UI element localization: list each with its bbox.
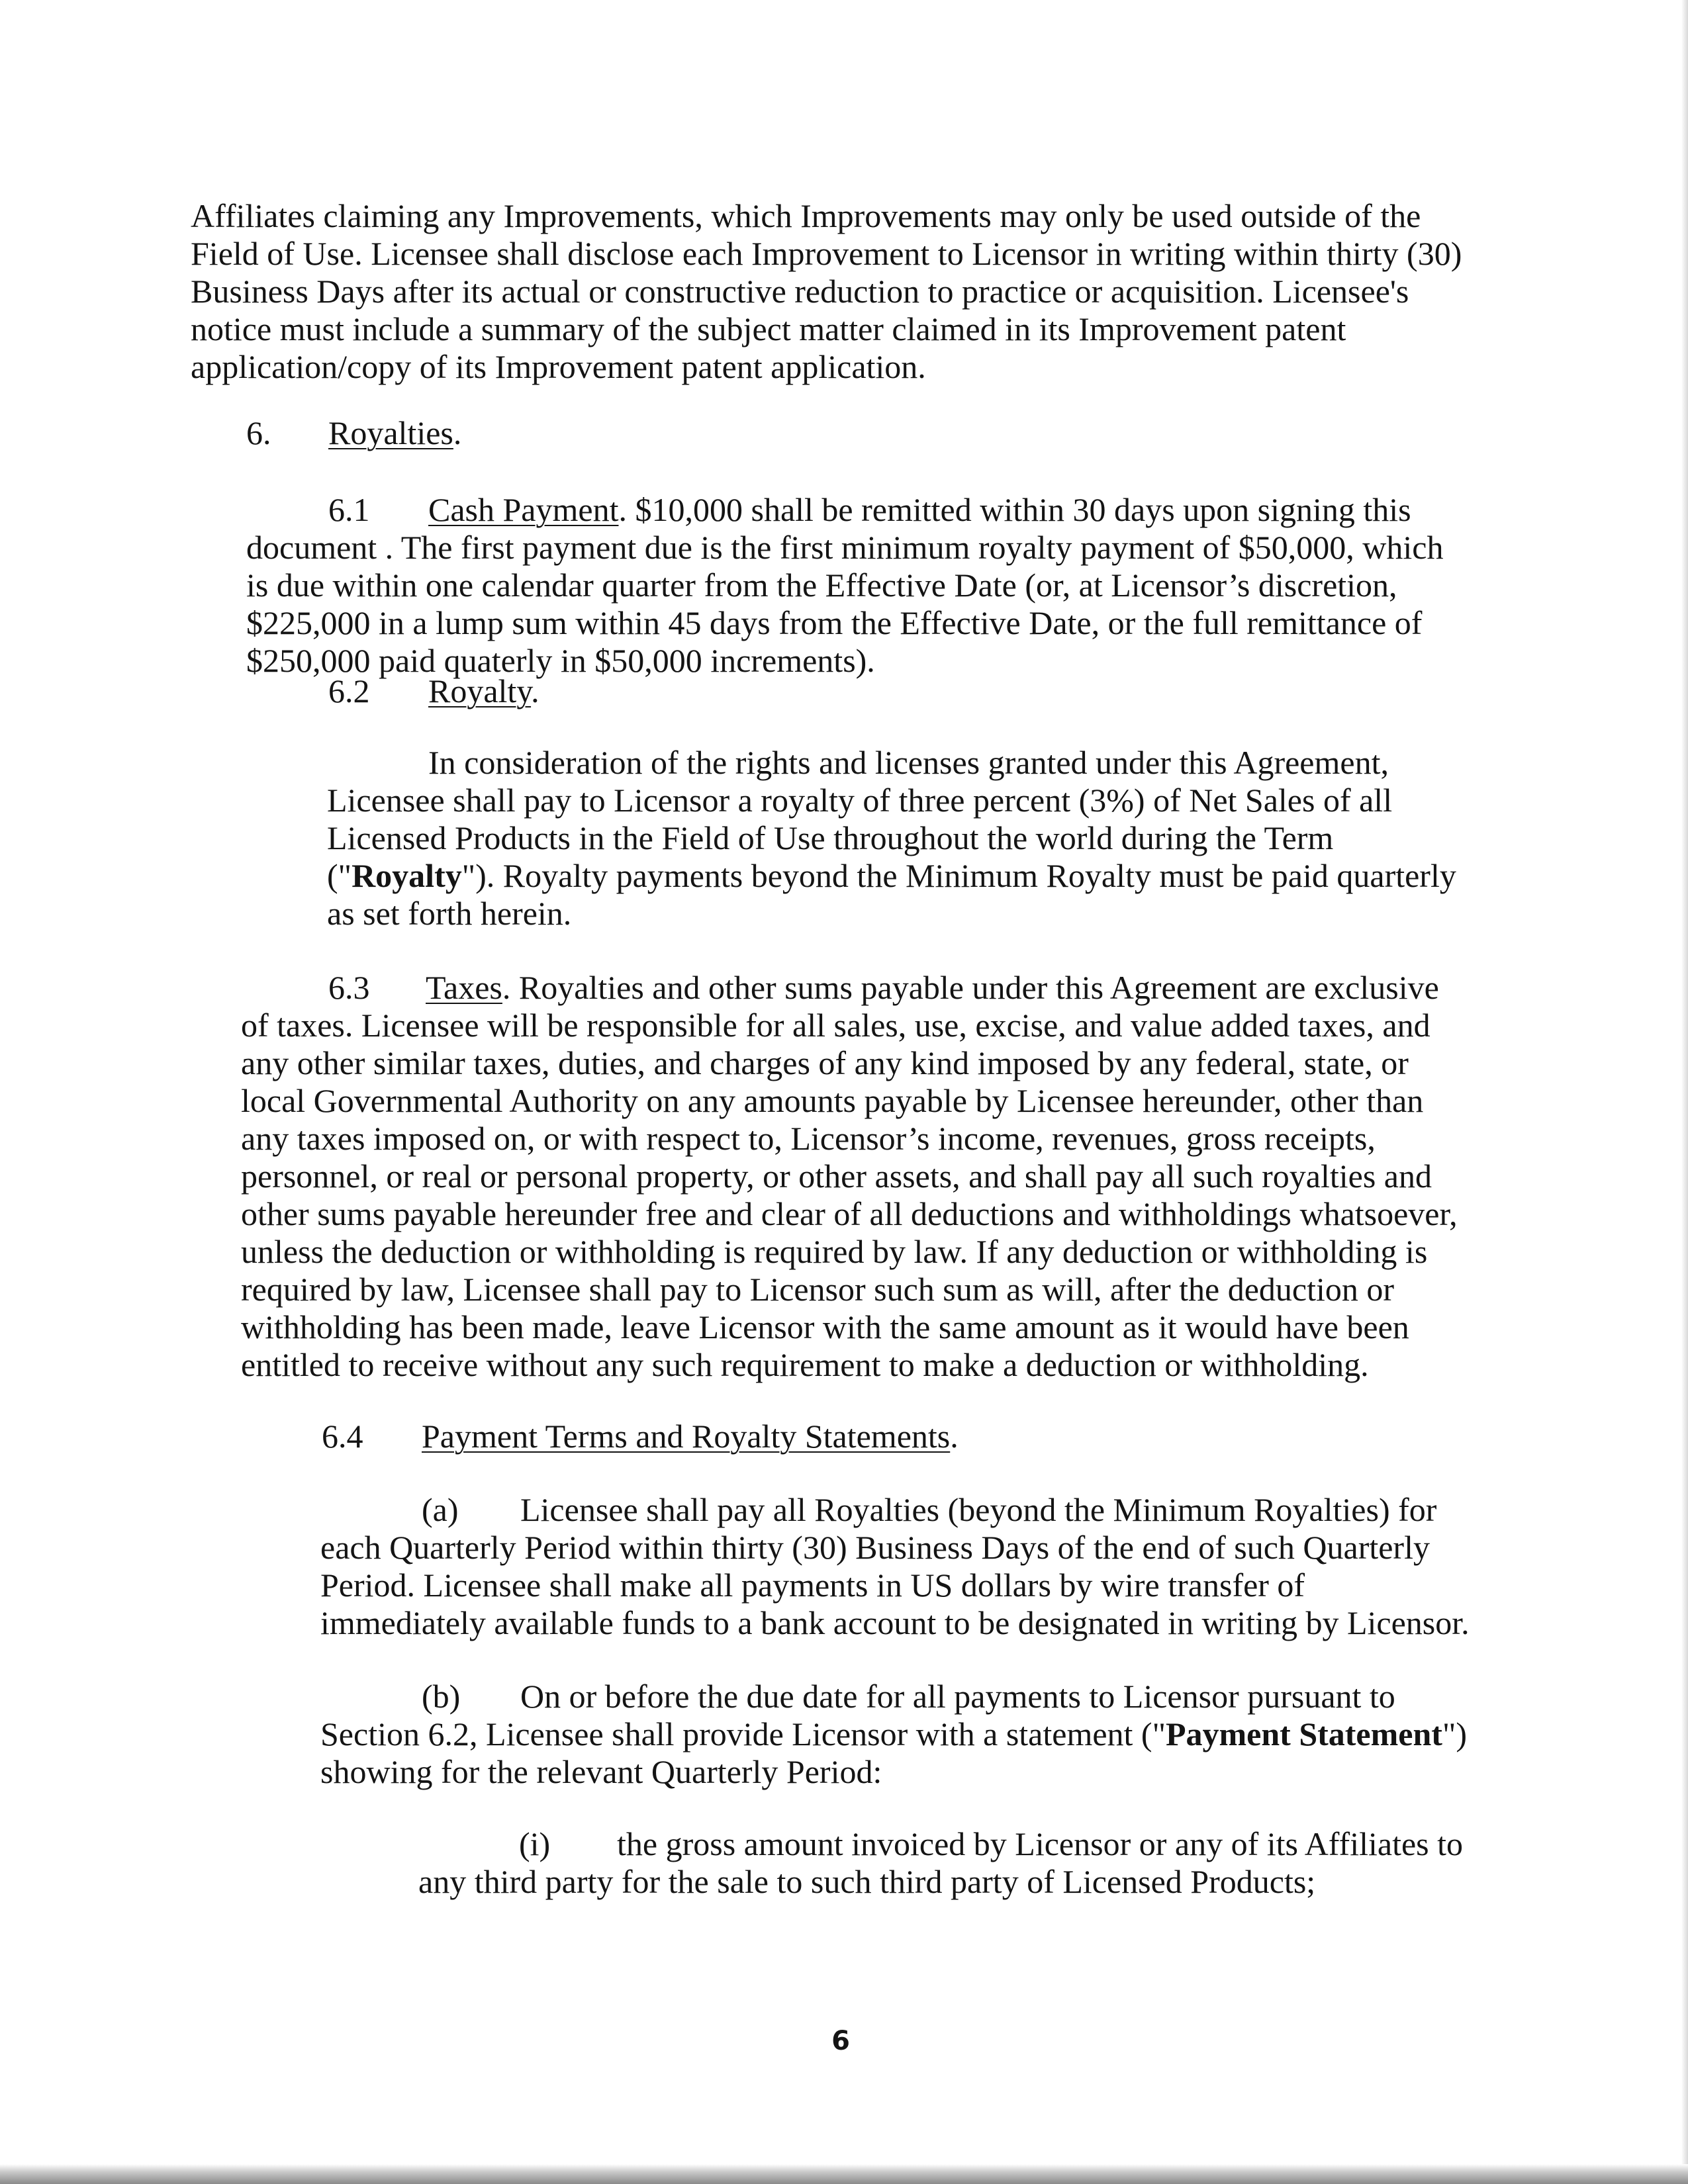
clause-i-line: the gross amount invoiced by Licensor or any of its Affiliates to <box>617 1825 1464 1862</box>
section-6-1-line: $225,000 in a lump sum within 45 days from the Effective Date, or the full remittance of <box>246 604 1423 641</box>
section-6-3-first-line: Taxes. Royalties and other sums payable under this Agreement are exclusive <box>426 969 1439 1006</box>
intro-line: application/copy of its Improvement patent application. <box>191 348 926 385</box>
section-6-3-line: withholding has been made, leave Licensor with the same amount as it would have been <box>241 1308 1409 1345</box>
scan-bottom-edge <box>0 2164 1688 2184</box>
section-6-3-title: Taxes <box>426 969 502 1006</box>
section-6-2-line: In consideration of the rights and licenses granted under this Agreement, <box>428 744 1389 781</box>
clause-b-line: showing for the relevant Quarterly Period: <box>320 1753 882 1790</box>
intro-line: Affiliates claiming any Improvements, which Improvements may only be used outside of the <box>191 197 1421 234</box>
section-6-1-line: $250,000 paid quaterly in $50,000 increments). <box>246 642 875 679</box>
section-6-heading: Royalties. <box>328 414 462 451</box>
section-6-2-heading: Royalty. <box>428 672 539 709</box>
section-6-2-line: Licensee shall pay to Licensor a royalty of three percent (3%) of Net Sales of all <box>327 782 1393 819</box>
section-6-1-number: 6.1 <box>328 491 370 528</box>
clause-b-label: (b) <box>422 1678 461 1715</box>
section-6-3-line: other sums payable hereunder free and clear of all deductions and withholdings whatsoever, <box>241 1195 1458 1232</box>
section-6-2-line: Licensed Products in the Field of Use throughout the world during the Term <box>327 819 1334 856</box>
intro-line: notice must include a summary of the subject matter claimed in its Improvement patent <box>191 310 1346 347</box>
section-6-4-title: Payment Terms and Royalty Statements <box>422 1418 951 1455</box>
section-6-title: Royalties <box>328 414 453 451</box>
intro-line: Field of Use. Licensee shall disclose each Improvement to Licensor in writing within thirty (30) <box>191 235 1462 272</box>
clause-b-line: On or before the due date for all payments to Licensor pursuant to <box>520 1678 1395 1715</box>
section-6-3-line: personnel, or real or personal property, or other assets, and shall pay all such royalties and <box>241 1158 1432 1195</box>
section-6-1-line: document . The first payment due is the first minimum royalty payment of $50,000, which <box>246 529 1444 566</box>
section-6-2-title: Royalty <box>428 672 532 709</box>
section-6-3-line: required by law, Licensee shall pay to Licensor such sum as will, after the deduction or <box>241 1271 1395 1308</box>
intro-line: Business Days after its actual or constructive reduction to practice or acquisition. Licensee's <box>191 273 1409 310</box>
clause-a-line: immediately available funds to a bank account to be designated in writing by Licensor. <box>320 1604 1470 1641</box>
section-6-3-line: entitled to receive without any such requirement to make a deduction or withholding. <box>241 1346 1369 1383</box>
section-6-3-line: any other similar taxes, duties, and charges of any kind imposed by any federal, state, or <box>241 1044 1409 1081</box>
clause-a-line: each Quarterly Period within thirty (30) Business Days of the end of such Quarterly <box>320 1529 1430 1566</box>
payment-statement-defined-term: Payment Statement <box>1165 1715 1442 1752</box>
section-6-3-line: unless the deduction or withholding is required by law. If any deduction or withholding is <box>241 1233 1428 1270</box>
section-6-1-first-line: Cash Payment. $10,000 shall be remitted within 30 days upon signing this <box>428 491 1411 528</box>
section-6-3-line: of taxes. Licensee will be responsible for all sales, use, excise, and value added taxes, and <box>241 1007 1430 1044</box>
clause-a-label: (a) <box>422 1491 459 1528</box>
royalty-defined-term: Royalty <box>352 857 462 894</box>
section-6-number: 6. <box>246 414 271 451</box>
section-6-3-number: 6.3 <box>328 969 370 1006</box>
section-6-2-line: as set forth herein. <box>327 895 572 932</box>
section-6-1-line: is due within one calendar quarter from the Effective Date (or, at Licensor’s discretion, <box>246 567 1397 604</box>
section-6-4-heading: Payment Terms and Royalty Statements. <box>422 1418 959 1455</box>
section-6-3-line: any taxes imposed on, or with respect to, Licensor’s income, revenues, gross receipts, <box>241 1120 1376 1157</box>
scan-right-edge <box>1681 0 1688 2184</box>
section-6-2-number: 6.2 <box>328 672 370 709</box>
section-6-4-number: 6.4 <box>322 1418 363 1455</box>
section-6-2-defined-line: ("Royalty"). Royalty payments beyond the Minimum Royalty must be paid quarterly <box>327 857 1456 894</box>
section-6-1-title: Cash Payment <box>428 491 619 528</box>
section-6-3-line: local Governmental Authority on any amounts payable by Licensee hereunder, other than <box>241 1082 1424 1119</box>
clause-i-line: any third party for the sale to such third party of Licensed Products; <box>418 1863 1316 1900</box>
clause-a-line: Period. Licensee shall make all payments in US dollars by wire transfer of <box>320 1567 1305 1604</box>
clause-a-line: Licensee shall pay all Royalties (beyond the Minimum Royalties) for <box>520 1491 1437 1528</box>
page-number: 6 <box>831 2026 850 2056</box>
clause-i-label: (i) <box>519 1825 551 1862</box>
clause-b-statement-line: Section 6.2, Licensee shall provide Licensor with a statement ("Payment Statement") <box>320 1715 1467 1752</box>
